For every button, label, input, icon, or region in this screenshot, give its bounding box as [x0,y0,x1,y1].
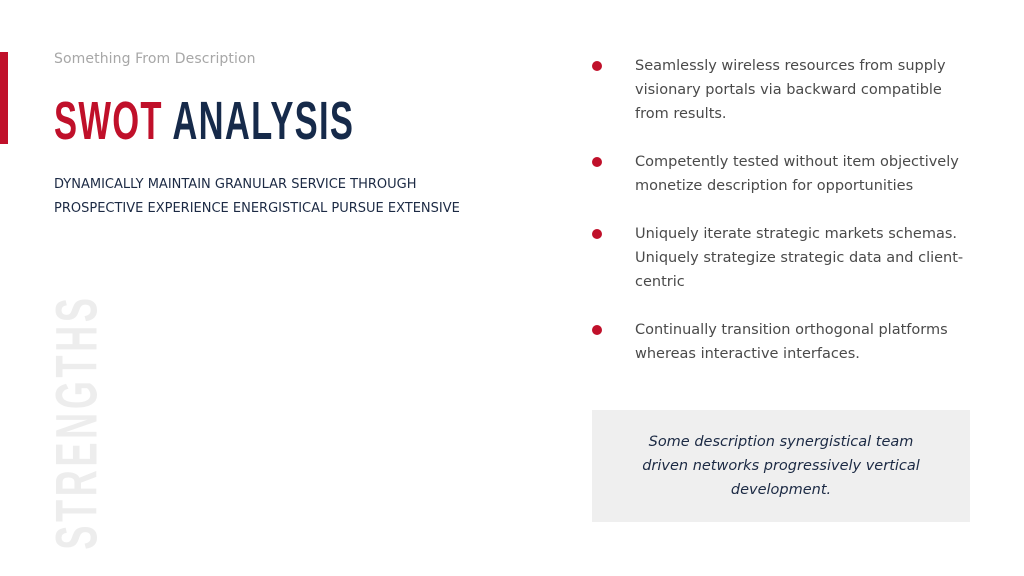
slide-title [54,86,354,156]
bullet-list [590,54,970,390]
bullet-dot-icon [592,157,602,167]
title-word-analysis: ANALYSIS [172,91,355,151]
bullet-dot-icon [592,229,602,239]
bullet-item [590,54,970,126]
accent-bar [0,52,8,144]
quote-text: Some description synergistical team driven networks progressively vertical development. [642,434,920,498]
lead-text: DYNAMICALLY MAINTAIN GRANULAR SERVICE THROUGH PROSPECTIVE EXPERIENCE ENERGISTICAL PURSUE EXTENSIVE [54,177,460,216]
bullet-dot-icon [592,61,602,71]
vertical-label-container [44,294,110,550]
title-word-swot: SWOT [54,91,163,151]
bullet-item [590,318,970,366]
bullet-text: Competently tested without item objectively monetize description for opportunities [635,154,959,194]
bullet-text: Seamlessly wireless resources from supply visionary portals via backward compatible from results. [635,58,946,122]
bullet-item [590,150,970,198]
bullet-text: Continually transition orthogonal platforms whereas interactive interfaces. [635,322,948,362]
vertical-label-strengths: STRENGTHS [44,294,110,550]
slide-subtitle: Something From Description [54,51,256,67]
bullet-dot-icon [592,325,602,335]
bullet-text: Uniquely iterate strategic markets schemas. Uniquely strategize strategic data and client-centric [635,226,964,290]
bullet-item [590,222,970,294]
quote-box [592,410,970,522]
